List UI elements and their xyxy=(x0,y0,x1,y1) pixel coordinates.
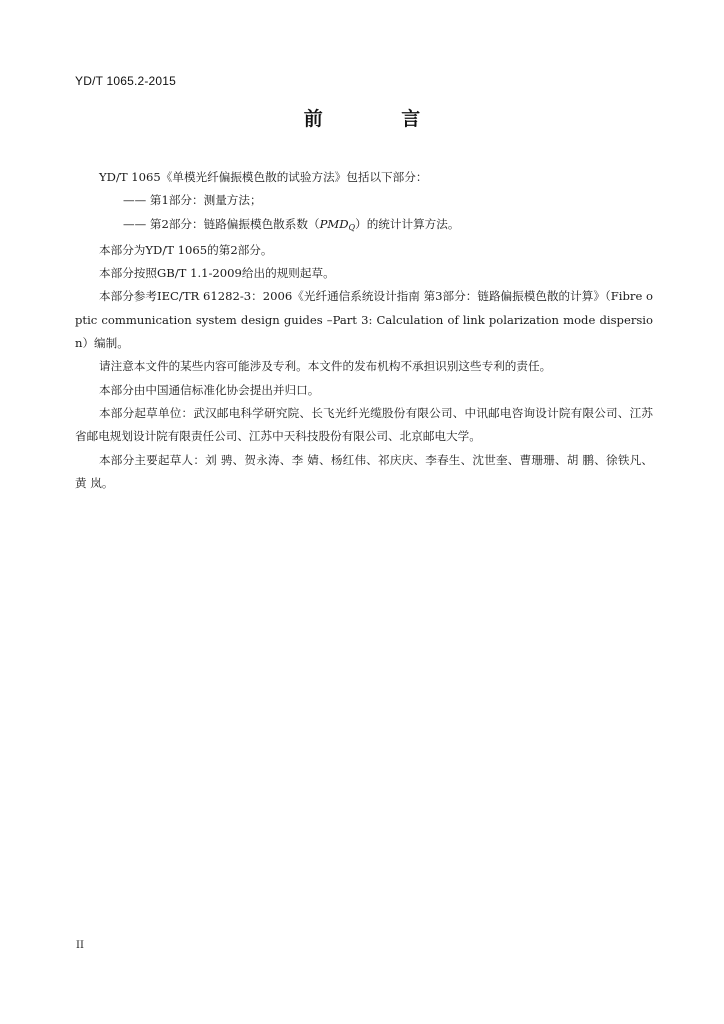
part-statement: 本部分为YD/T 1065的第2部分。 xyxy=(99,242,273,257)
drafting-rules-statement: 本部分按照GB/T 1.1-2009给出的规则起草。 xyxy=(99,266,335,281)
page-number: II xyxy=(76,940,84,951)
document-code: YD/T 1065.2-2015 xyxy=(75,74,177,88)
pmd-symbol: PMD xyxy=(319,216,349,231)
list-dash: —— xyxy=(123,216,147,231)
list-dash: —— xyxy=(123,193,147,208)
reference-statement: 本部分参考IEC/TR 61282-3：2006《光纤通信系统设计指南 第3部分：链路偏振模色散的计算》（Fibre optic communication system design guides –Part 3: Calculation of link polarization mode dispersion）编制。 xyxy=(75,289,653,351)
page-title: 前 言 xyxy=(303,108,457,130)
proposer-statement: 本部分由中国通信标准化协会提出并归口。 xyxy=(99,382,320,397)
list-item-part2 xyxy=(75,213,653,239)
list-item-text: 第2部分：链路偏振模色散系数（ xyxy=(146,216,320,231)
intro-paragraph: YD/T 1065《单模光纤偏振模色散的试验方法》包括以下部分： xyxy=(99,170,428,184)
drafting-units: 本部分起草单位：武汉邮电科学研究院、长飞光纤光缆股份有限公司、中讯邮电咨询设计院有限公司、江苏省邮电规划设计院有限责任公司、江苏中天科技股份有限公司、北京邮电大学。 xyxy=(75,405,653,444)
document-body xyxy=(75,166,653,495)
drafters-list: 本部分主要起草人：刘 骋、贺永涛、李 婧、杨红伟、祁庆庆、李春生、沈世奎、曹珊珊、胡 鹏、徐铁凡、黄 岚。 xyxy=(75,452,653,490)
patent-notice: 请注意本文件的某些内容可能涉及专利。本文件的发布机构不承担识别这些专利的责任。 xyxy=(99,359,552,374)
pmd-subscript: Q xyxy=(348,222,356,232)
list-item-part1 xyxy=(75,189,653,212)
list-item-text: 第1部分：测量方法； xyxy=(146,193,262,208)
list-item-text-tail: ）的统计计算方法。 xyxy=(355,216,460,231)
